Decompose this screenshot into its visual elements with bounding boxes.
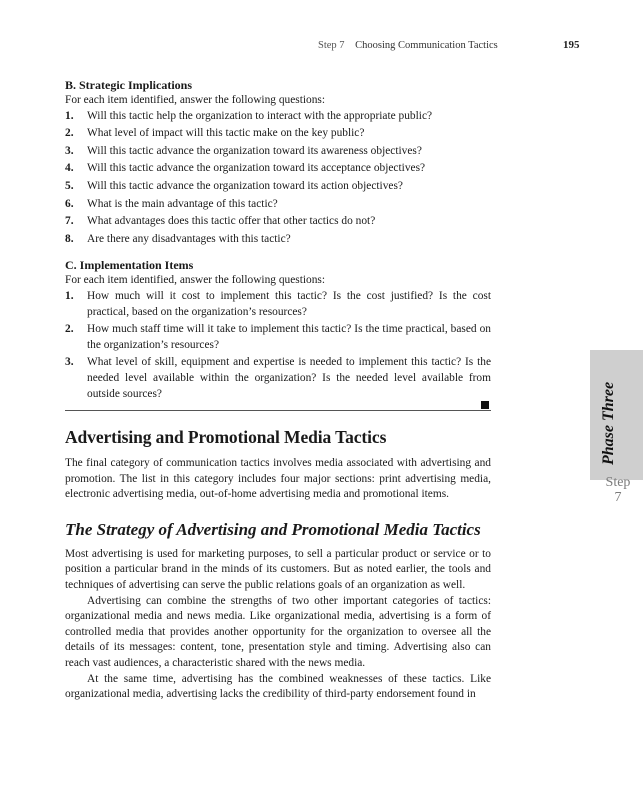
section-end-rule: [65, 404, 491, 414]
section-title: Advertising and Promotional Media Tactics: [65, 427, 387, 448]
step-word: Step: [605, 475, 631, 490]
list-item: 4. Will this tactic advance the organization toward its acceptance objectives?: [65, 162, 426, 175]
list-item: 2. How much staff time will it take to implement this tactic? Is the time practical, based on the organization’s resources?: [65, 323, 491, 351]
advertising-intro-paragraph: The final category of communication tactics involves media associated with advertising and promotion. The list in this category includes four major sections: print advertising media, electronic advertising media, out-of-home advertising media and promotional items.: [65, 457, 491, 501]
list-item: 2. What level of impact will this tactic make on the key public?: [65, 127, 365, 140]
running-head-chapter-title: Choosing Communication Tactics: [355, 40, 498, 51]
list-item: 8. Are there any disadvantages with this tactic?: [65, 232, 291, 245]
running-head: [318, 40, 498, 51]
divider: [65, 410, 491, 411]
step-marker: [598, 475, 638, 505]
list-item: 7. What advantages does this tactic offer that other tactics do not?: [65, 215, 376, 228]
page-number: 195: [563, 39, 580, 51]
section-c-intro: For each item identified, answer the following questions:: [65, 274, 326, 287]
phase-tab-label: Phase Three: [600, 381, 617, 465]
list-item: 6. What is the main advantage of this tactic?: [65, 197, 278, 210]
list-item: 1. Will this tactic help the organization to interact with the appropriate public?: [65, 109, 433, 122]
strategy-heading: The Strategy of Advertising and Promotional Media Tactics: [65, 519, 481, 539]
step-number: 7: [614, 490, 622, 505]
list-item: 5. Will this tactic advance the organization toward its action objectives?: [65, 179, 403, 192]
strategy-paragraph-3: At the same time, advertising has the combined weaknesses of these tactics. Like organizational media, advertising lacks the credibility of third-party endorsement found in: [65, 672, 491, 701]
running-head-step: Step 7: [318, 40, 345, 51]
page-body: [65, 77, 491, 703]
section-c-question-list: [65, 289, 491, 402]
list-item: 1. How much will it cost to implement this tactic? Is the cost justified? Is the cost practical, based on the organization’s resources?: [65, 289, 491, 318]
list-item: 3. What level of skill, equipment and expertise is needed to implement this tactic? Is the needed level available within the organization? Is the needed level available from outside sources?: [65, 356, 491, 400]
list-item: 3. Will this tactic advance the organization toward its awareness objectives?: [65, 144, 422, 157]
section-b-heading: B. Strategic Implications: [65, 78, 192, 92]
section-c-heading: C. Implementation Items: [65, 258, 194, 273]
end-of-section-square-icon: [481, 401, 489, 409]
strategy-paragraph-2: Advertising can combine the strengths of two other important categories of tactics: organizational media and news media. Like organizational media, advertising is a form of controlled media that provides another opportunity for the organization to oversee all the details of its messages: content, tone, presentation style and timing. Advertising also can reach vast audiences, a characteristic shared with the news media.: [65, 594, 491, 670]
section-b-question-list: [65, 109, 491, 248]
section-b-intro: For each item identified, answer the following questions:: [65, 94, 326, 106]
strategy-paragraph-1: Most advertising is used for marketing purposes, to sell a particular product or service or to position a particular brand in the minds of its customers. But as noted earlier, the tools and techniques of advertising can serve the public relations goals of an organization as well.: [65, 547, 491, 592]
